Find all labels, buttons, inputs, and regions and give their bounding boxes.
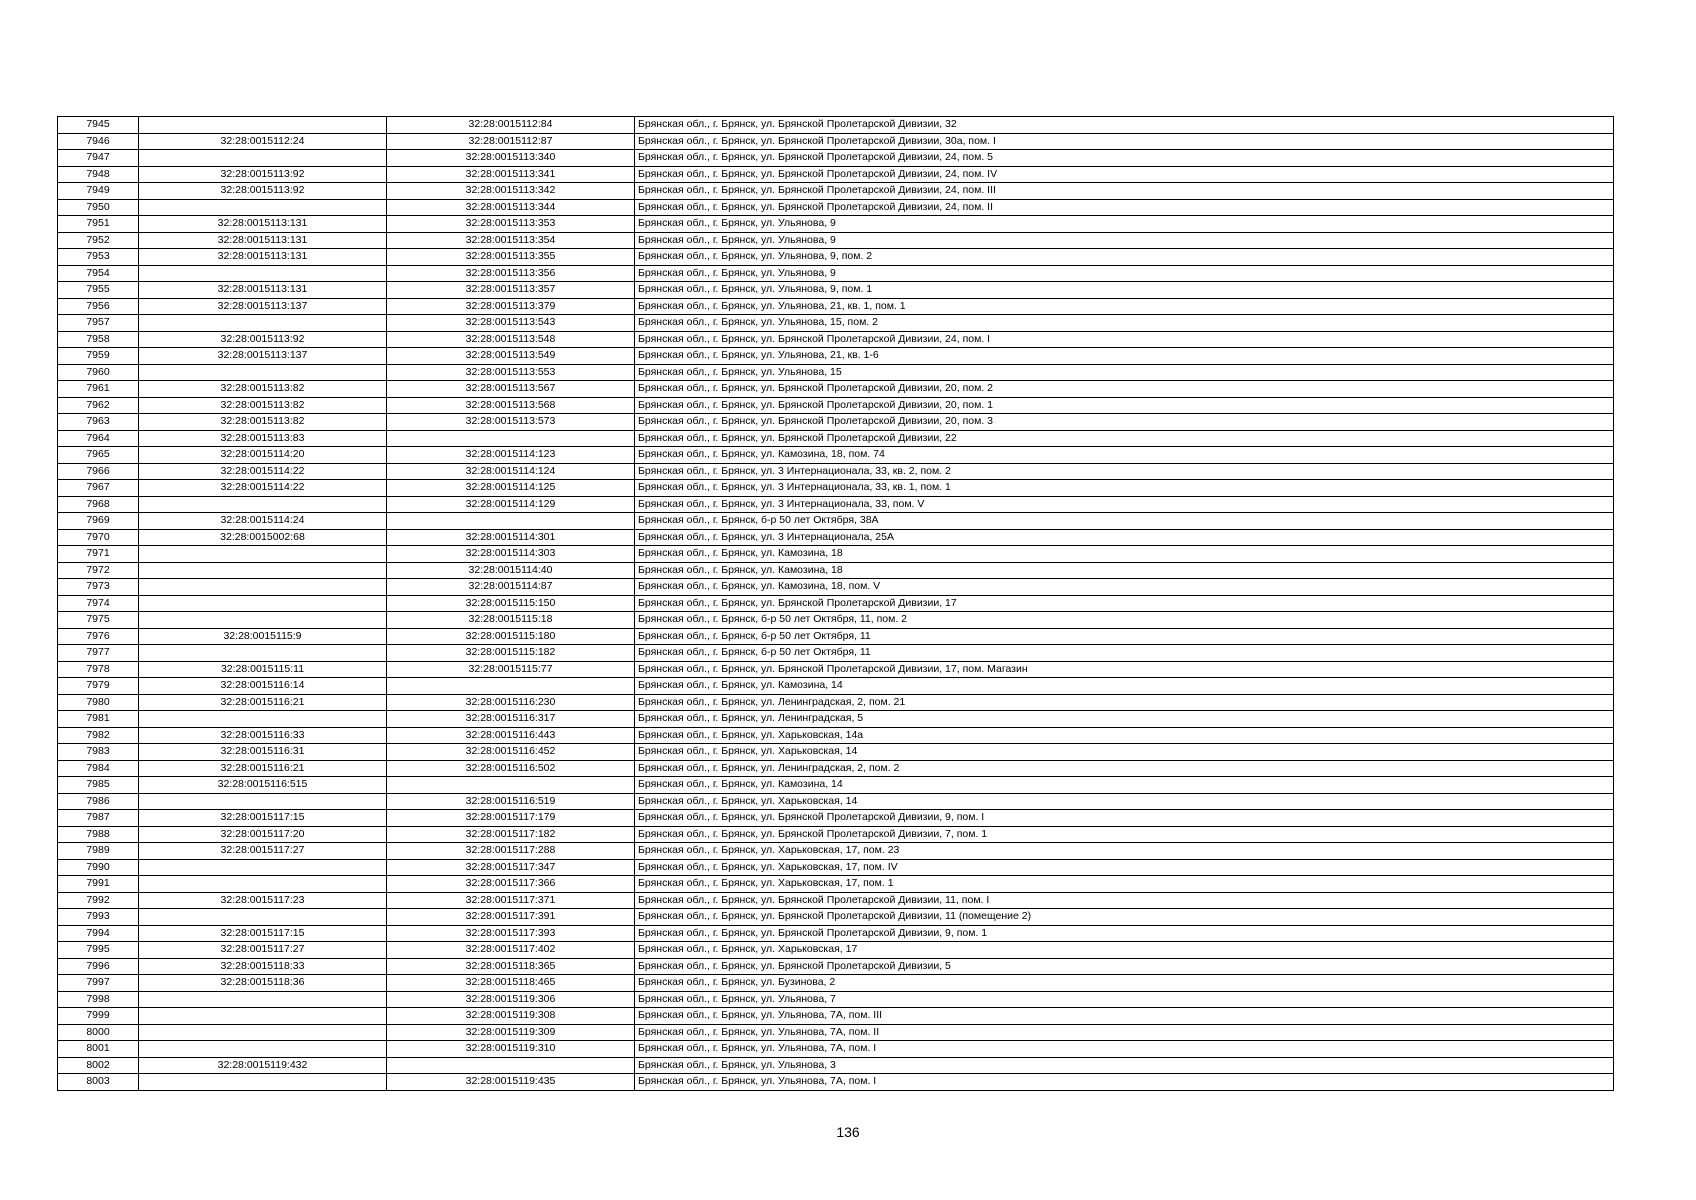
land-cadastral-number-cell [139, 546, 387, 563]
address-cell: Брянская обл., г. Брянск, ул. Брянской Пролетарской Дивизии, 9, пом. I [635, 810, 1614, 827]
object-cadastral-number-cell [387, 1057, 635, 1074]
row-number-cell: 7996 [58, 958, 139, 975]
table-row [58, 430, 1614, 447]
table-row [58, 447, 1614, 464]
table-row [58, 1024, 1614, 1041]
land-cadastral-number-cell: 32:28:0015116:14 [139, 678, 387, 695]
object-cadastral-number-cell: 32:28:0015115:77 [387, 661, 635, 678]
table-row [58, 414, 1614, 431]
object-cadastral-number-cell: 32:28:0015117:288 [387, 843, 635, 860]
row-number-cell: 7951 [58, 216, 139, 233]
land-cadastral-number-cell: 32:28:0015113:131 [139, 249, 387, 266]
land-cadastral-number-cell: 32:28:0015113:92 [139, 183, 387, 200]
address-cell: Брянская обл., г. Брянск, ул. Брянской Пролетарской Дивизии, 24, пом. IV [635, 166, 1614, 183]
table-row [58, 496, 1614, 513]
address-cell: Брянская обл., г. Брянск, б-р 50 лет Октября, 11 [635, 645, 1614, 662]
table-row [58, 612, 1614, 629]
table-row [58, 133, 1614, 150]
object-cadastral-number-cell: 32:28:0015113:353 [387, 216, 635, 233]
registry-sheet [57, 116, 1613, 1091]
table-row [58, 958, 1614, 975]
object-cadastral-number-cell: 32:28:0015115:182 [387, 645, 635, 662]
object-cadastral-number-cell: 32:28:0015117:391 [387, 909, 635, 926]
table-row [58, 892, 1614, 909]
table-row [58, 645, 1614, 662]
land-cadastral-number-cell: 32:28:0015114:24 [139, 513, 387, 530]
row-number-cell: 7964 [58, 430, 139, 447]
land-cadastral-number-cell: 32:28:0015113:92 [139, 331, 387, 348]
object-cadastral-number-cell: 32:28:0015114:87 [387, 579, 635, 596]
land-cadastral-number-cell [139, 612, 387, 629]
land-cadastral-number-cell [139, 909, 387, 926]
object-cadastral-number-cell: 32:28:0015117:366 [387, 876, 635, 893]
land-cadastral-number-cell: 32:28:0015113:131 [139, 216, 387, 233]
land-cadastral-number-cell: 32:28:0015113:92 [139, 166, 387, 183]
table-row [58, 777, 1614, 794]
table-row [58, 249, 1614, 266]
address-cell: Брянская обл., г. Брянск, ул. Брянской Пролетарской Дивизии, 20, пом. 3 [635, 414, 1614, 431]
row-number-cell: 7946 [58, 133, 139, 150]
object-cadastral-number-cell [387, 513, 635, 530]
table-row [58, 562, 1614, 579]
address-cell: Брянская обл., г. Брянск, ул. Брянской Пролетарской Дивизии, 5 [635, 958, 1614, 975]
address-cell: Брянская обл., г. Брянск, ул. Ленинградская, 2, пом. 2 [635, 760, 1614, 777]
row-number-cell: 7974 [58, 595, 139, 612]
table-row [58, 216, 1614, 233]
table-row [58, 859, 1614, 876]
object-cadastral-number-cell: 32:28:0015118:465 [387, 975, 635, 992]
table-row [58, 364, 1614, 381]
row-number-cell: 7952 [58, 232, 139, 249]
land-cadastral-number-cell [139, 562, 387, 579]
object-cadastral-number-cell: 32:28:0015116:317 [387, 711, 635, 728]
address-cell: Брянская обл., г. Брянск, ул. Ульянова, 21, кв. 1-6 [635, 348, 1614, 365]
address-cell: Брянская обл., г. Брянск, ул. Ульянова, 9 [635, 232, 1614, 249]
table-row [58, 991, 1614, 1008]
object-cadastral-number-cell: 32:28:0015113:355 [387, 249, 635, 266]
row-number-cell: 8002 [58, 1057, 139, 1074]
row-number-cell: 7956 [58, 298, 139, 315]
row-number-cell: 7993 [58, 909, 139, 926]
table-row [58, 183, 1614, 200]
address-cell: Брянская обл., г. Брянск, ул. Брянской Пролетарской Дивизии, 30а, пом. I [635, 133, 1614, 150]
land-cadastral-number-cell [139, 711, 387, 728]
land-cadastral-number-cell [139, 1008, 387, 1025]
row-number-cell: 7989 [58, 843, 139, 860]
land-cadastral-number-cell: 32:28:0015114:22 [139, 480, 387, 497]
object-cadastral-number-cell: 32:28:0015115:18 [387, 612, 635, 629]
row-number-cell: 8001 [58, 1041, 139, 1058]
address-cell: Брянская обл., г. Брянск, ул. Ульянова, 15 [635, 364, 1614, 381]
address-cell: Брянская обл., г. Брянск, ул. 3 Интернационала, 33, кв. 2, пом. 2 [635, 463, 1614, 480]
object-cadastral-number-cell: 32:28:0015119:306 [387, 991, 635, 1008]
address-cell: Брянская обл., г. Брянск, ул. Ульянова, 7 [635, 991, 1614, 1008]
row-number-cell: 7960 [58, 364, 139, 381]
row-number-cell: 7968 [58, 496, 139, 513]
table-row [58, 1008, 1614, 1025]
object-cadastral-number-cell: 32:28:0015113:356 [387, 265, 635, 282]
table-row [58, 1041, 1614, 1058]
row-number-cell: 7988 [58, 826, 139, 843]
object-cadastral-number-cell: 32:28:0015117:179 [387, 810, 635, 827]
land-cadastral-number-cell: 32:28:0015113:83 [139, 430, 387, 447]
table-row [58, 843, 1614, 860]
table-row [58, 513, 1614, 530]
address-cell: Брянская обл., г. Брянск, ул. Камозина, 18 [635, 546, 1614, 563]
land-cadastral-number-cell [139, 793, 387, 810]
land-cadastral-number-cell: 32:28:0015117:15 [139, 810, 387, 827]
table-row [58, 166, 1614, 183]
land-cadastral-number-cell: 32:28:0015113:82 [139, 381, 387, 398]
table-row [58, 909, 1614, 926]
object-cadastral-number-cell: 32:28:0015113:340 [387, 150, 635, 167]
land-cadastral-number-cell [139, 876, 387, 893]
land-cadastral-number-cell [139, 579, 387, 596]
address-cell: Брянская обл., г. Брянск, ул. 3 Интернационала, 33, пом. V [635, 496, 1614, 513]
object-cadastral-number-cell: 32:28:0015117:393 [387, 925, 635, 942]
row-number-cell: 7985 [58, 777, 139, 794]
table-row [58, 711, 1614, 728]
row-number-cell: 8000 [58, 1024, 139, 1041]
table-row [58, 942, 1614, 959]
row-number-cell: 7999 [58, 1008, 139, 1025]
address-cell: Брянская обл., г. Брянск, ул. Харьковская, 17, пом. 1 [635, 876, 1614, 893]
table-row [58, 546, 1614, 563]
object-cadastral-number-cell: 32:28:0015117:347 [387, 859, 635, 876]
row-number-cell: 7954 [58, 265, 139, 282]
table-row [58, 117, 1614, 134]
table-row [58, 793, 1614, 810]
object-cadastral-number-cell: 32:28:0015114:40 [387, 562, 635, 579]
land-cadastral-number-cell: 32:28:0015117:27 [139, 843, 387, 860]
object-cadastral-number-cell: 32:28:0015113:548 [387, 331, 635, 348]
address-cell: Брянская обл., г. Брянск, ул. Камозина, 14 [635, 678, 1614, 695]
address-cell: Брянская обл., г. Брянск, ул. Ульянова, 9, пом. 2 [635, 249, 1614, 266]
table-row [58, 480, 1614, 497]
row-number-cell: 7957 [58, 315, 139, 332]
address-cell: Брянская обл., г. Брянск, ул. Ульянова, 9 [635, 216, 1614, 233]
address-cell: Брянская обл., г. Брянск, ул. Брянской Пролетарской Дивизии, 32 [635, 117, 1614, 134]
table-row [58, 199, 1614, 216]
table-row [58, 727, 1614, 744]
land-cadastral-number-cell: 32:28:0015113:137 [139, 298, 387, 315]
row-number-cell: 7984 [58, 760, 139, 777]
object-cadastral-number-cell: 32:28:0015119:308 [387, 1008, 635, 1025]
registry-table-body [58, 117, 1614, 1091]
land-cadastral-number-cell: 32:28:0015115:11 [139, 661, 387, 678]
object-cadastral-number-cell: 32:28:0015113:357 [387, 282, 635, 299]
land-cadastral-number-cell: 32:28:0015113:82 [139, 414, 387, 431]
row-number-cell: 7981 [58, 711, 139, 728]
address-cell: Брянская обл., г. Брянск, б-р 50 лет Октября, 11, пом. 2 [635, 612, 1614, 629]
row-number-cell: 7977 [58, 645, 139, 662]
address-cell: Брянская обл., г. Брянск, ул. Харьковская, 17 [635, 942, 1614, 959]
row-number-cell: 7950 [58, 199, 139, 216]
land-cadastral-number-cell: 32:28:0015119:432 [139, 1057, 387, 1074]
row-number-cell: 7945 [58, 117, 139, 134]
object-cadastral-number-cell: 32:28:0015116:519 [387, 793, 635, 810]
object-cadastral-number-cell: 32:28:0015119:310 [387, 1041, 635, 1058]
object-cadastral-number-cell [387, 678, 635, 695]
row-number-cell: 7991 [58, 876, 139, 893]
object-cadastral-number-cell: 32:28:0015114:303 [387, 546, 635, 563]
address-cell: Брянская обл., г. Брянск, ул. Брянской Пролетарской Дивизии, 17 [635, 595, 1614, 612]
row-number-cell: 7961 [58, 381, 139, 398]
address-cell: Брянская обл., г. Брянск, ул. Брянской Пролетарской Дивизии, 20, пом. 2 [635, 381, 1614, 398]
row-number-cell: 7994 [58, 925, 139, 942]
land-cadastral-number-cell: 32:28:0015113:131 [139, 232, 387, 249]
land-cadastral-number-cell [139, 315, 387, 332]
address-cell: Брянская обл., г. Брянск, ул. Ульянова, 7А, пом. III [635, 1008, 1614, 1025]
row-number-cell: 7949 [58, 183, 139, 200]
object-cadastral-number-cell: 32:28:0015117:182 [387, 826, 635, 843]
address-cell: Брянская обл., г. Брянск, ул. Харьковская, 14 [635, 744, 1614, 761]
table-row [58, 744, 1614, 761]
address-cell: Брянская обл., г. Брянск, ул. Брянской Пролетарской Дивизии, 11 (помещение 2) [635, 909, 1614, 926]
object-cadastral-number-cell: 32:28:0015119:435 [387, 1074, 635, 1091]
land-cadastral-number-cell: 32:28:0015114:20 [139, 447, 387, 464]
object-cadastral-number-cell: 32:28:0015113:344 [387, 199, 635, 216]
object-cadastral-number-cell: 32:28:0015118:365 [387, 958, 635, 975]
row-number-cell: 7978 [58, 661, 139, 678]
object-cadastral-number-cell: 32:28:0015113:543 [387, 315, 635, 332]
row-number-cell: 7967 [58, 480, 139, 497]
land-cadastral-number-cell: 32:28:0015116:31 [139, 744, 387, 761]
table-row [58, 975, 1614, 992]
table-row [58, 397, 1614, 414]
land-cadastral-number-cell: 32:28:0015116:515 [139, 777, 387, 794]
table-row [58, 265, 1614, 282]
address-cell: Брянская обл., г. Брянск, ул. Камозина, 14 [635, 777, 1614, 794]
row-number-cell: 7976 [58, 628, 139, 645]
object-cadastral-number-cell: 32:28:0015114:125 [387, 480, 635, 497]
address-cell: Брянская обл., г. Брянск, ул. Ульянова, 7А, пом. II [635, 1024, 1614, 1041]
table-row [58, 529, 1614, 546]
land-cadastral-number-cell: 32:28:0015116:21 [139, 760, 387, 777]
registry-table [57, 116, 1614, 1091]
address-cell: Брянская обл., г. Брянск, ул. Харьковская, 17, пом. IV [635, 859, 1614, 876]
object-cadastral-number-cell: 32:28:0015119:309 [387, 1024, 635, 1041]
land-cadastral-number-cell [139, 1024, 387, 1041]
table-row [58, 463, 1614, 480]
address-cell: Брянская обл., г. Брянск, ул. Ульянова, 7А, пом. I [635, 1041, 1614, 1058]
object-cadastral-number-cell: 32:28:0015116:230 [387, 694, 635, 711]
row-number-cell: 7959 [58, 348, 139, 365]
address-cell: Брянская обл., г. Брянск, ул. Брянской Пролетарской Дивизии, 24, пом. II [635, 199, 1614, 216]
address-cell: Брянская обл., г. Брянск, ул. Брянской Пролетарской Дивизии, 24, пом. III [635, 183, 1614, 200]
object-cadastral-number-cell: 32:28:0015114:301 [387, 529, 635, 546]
row-number-cell: 7987 [58, 810, 139, 827]
object-cadastral-number-cell: 32:28:0015115:180 [387, 628, 635, 645]
row-number-cell: 7948 [58, 166, 139, 183]
land-cadastral-number-cell [139, 595, 387, 612]
object-cadastral-number-cell: 32:28:0015112:84 [387, 117, 635, 134]
page-number: 136 [836, 1124, 860, 1140]
row-number-cell: 7963 [58, 414, 139, 431]
land-cadastral-number-cell: 32:28:0015112:24 [139, 133, 387, 150]
land-cadastral-number-cell: 32:28:0015116:21 [139, 694, 387, 711]
address-cell: Брянская обл., г. Брянск, б-р 50 лет Октября, 38А [635, 513, 1614, 530]
object-cadastral-number-cell: 32:28:0015113:341 [387, 166, 635, 183]
row-number-cell: 7970 [58, 529, 139, 546]
table-row [58, 1074, 1614, 1091]
row-number-cell: 7982 [58, 727, 139, 744]
object-cadastral-number-cell: 32:28:0015116:502 [387, 760, 635, 777]
land-cadastral-number-cell: 32:28:0015117:27 [139, 942, 387, 959]
address-cell: Брянская обл., г. Брянск, ул. Камозина, 18, пом. 74 [635, 447, 1614, 464]
object-cadastral-number-cell: 32:28:0015113:573 [387, 414, 635, 431]
row-number-cell: 7998 [58, 991, 139, 1008]
land-cadastral-number-cell [139, 991, 387, 1008]
row-number-cell: 7979 [58, 678, 139, 695]
object-cadastral-number-cell: 32:28:0015113:379 [387, 298, 635, 315]
row-number-cell: 7995 [58, 942, 139, 959]
address-cell: Брянская обл., г. Брянск, ул. Бузинова, 2 [635, 975, 1614, 992]
land-cadastral-number-cell: 32:28:0015113:82 [139, 397, 387, 414]
object-cadastral-number-cell: 32:28:0015114:124 [387, 463, 635, 480]
address-cell: Брянская обл., г. Брянск, ул. Брянской Пролетарской Дивизии, 24, пом. 5 [635, 150, 1614, 167]
object-cadastral-number-cell: 32:28:0015113:567 [387, 381, 635, 398]
address-cell: Брянская обл., г. Брянск, ул. Брянской Пролетарской Дивизии, 9, пом. 1 [635, 925, 1614, 942]
land-cadastral-number-cell [139, 150, 387, 167]
land-cadastral-number-cell: 32:28:0015113:131 [139, 282, 387, 299]
address-cell: Брянская обл., г. Брянск, ул. Ульянова, 3 [635, 1057, 1614, 1074]
table-row [58, 760, 1614, 777]
row-number-cell: 7992 [58, 892, 139, 909]
address-cell: Брянская обл., г. Брянск, ул. Ульянова, 9, пом. 1 [635, 282, 1614, 299]
object-cadastral-number-cell: 32:28:0015117:371 [387, 892, 635, 909]
table-row [58, 694, 1614, 711]
address-cell: Брянская обл., г. Брянск, ул. Ульянова, 21, кв. 1, пом. 1 [635, 298, 1614, 315]
table-row [58, 348, 1614, 365]
address-cell: Брянская обл., г. Брянск, б-р 50 лет Октября, 11 [635, 628, 1614, 645]
object-cadastral-number-cell: 32:28:0015116:443 [387, 727, 635, 744]
object-cadastral-number-cell: 32:28:0015114:129 [387, 496, 635, 513]
row-number-cell: 7969 [58, 513, 139, 530]
land-cadastral-number-cell [139, 1074, 387, 1091]
address-cell: Брянская обл., г. Брянск, ул. Камозина, 18 [635, 562, 1614, 579]
land-cadastral-number-cell: 32:28:0015114:22 [139, 463, 387, 480]
row-number-cell: 7972 [58, 562, 139, 579]
object-cadastral-number-cell: 32:28:0015113:342 [387, 183, 635, 200]
address-cell: Брянская обл., г. Брянск, ул. Ленинградская, 5 [635, 711, 1614, 728]
land-cadastral-number-cell: 32:28:0015117:20 [139, 826, 387, 843]
address-cell: Брянская обл., г. Брянск, ул. Камозина, 18, пом. V [635, 579, 1614, 596]
row-number-cell: 7983 [58, 744, 139, 761]
table-row [58, 876, 1614, 893]
address-cell: Брянская обл., г. Брянск, ул. Брянской Пролетарской Дивизии, 11, пом. I [635, 892, 1614, 909]
land-cadastral-number-cell [139, 1041, 387, 1058]
land-cadastral-number-cell [139, 364, 387, 381]
row-number-cell: 7966 [58, 463, 139, 480]
land-cadastral-number-cell: 32:28:0015118:36 [139, 975, 387, 992]
address-cell: Брянская обл., г. Брянск, ул. Брянской Пролетарской Дивизии, 7, пом. 1 [635, 826, 1614, 843]
row-number-cell: 7955 [58, 282, 139, 299]
table-row [58, 282, 1614, 299]
table-row [58, 925, 1614, 942]
land-cadastral-number-cell [139, 265, 387, 282]
row-number-cell: 7965 [58, 447, 139, 464]
object-cadastral-number-cell: 32:28:0015113:549 [387, 348, 635, 365]
row-number-cell: 7971 [58, 546, 139, 563]
land-cadastral-number-cell: 32:28:0015117:15 [139, 925, 387, 942]
table-row [58, 381, 1614, 398]
table-row [58, 678, 1614, 695]
land-cadastral-number-cell: 32:28:0015115:9 [139, 628, 387, 645]
object-cadastral-number-cell: 32:28:0015113:354 [387, 232, 635, 249]
object-cadastral-number-cell: 32:28:0015117:402 [387, 942, 635, 959]
row-number-cell: 7975 [58, 612, 139, 629]
object-cadastral-number-cell: 32:28:0015115:150 [387, 595, 635, 612]
object-cadastral-number-cell: 32:28:0015113:553 [387, 364, 635, 381]
land-cadastral-number-cell: 32:28:0015118:33 [139, 958, 387, 975]
row-number-cell: 7947 [58, 150, 139, 167]
row-number-cell: 7962 [58, 397, 139, 414]
land-cadastral-number-cell: 32:28:0015002:68 [139, 529, 387, 546]
address-cell: Брянская обл., г. Брянск, ул. Брянской Пролетарской Дивизии, 20, пом. 1 [635, 397, 1614, 414]
land-cadastral-number-cell: 32:28:0015117:23 [139, 892, 387, 909]
table-row [58, 579, 1614, 596]
land-cadastral-number-cell: 32:28:0015113:137 [139, 348, 387, 365]
row-number-cell: 7990 [58, 859, 139, 876]
table-row [58, 150, 1614, 167]
address-cell: Брянская обл., г. Брянск, ул. Харьковская, 17, пом. 23 [635, 843, 1614, 860]
table-row [58, 232, 1614, 249]
land-cadastral-number-cell [139, 496, 387, 513]
row-number-cell: 7953 [58, 249, 139, 266]
address-cell: Брянская обл., г. Брянск, ул. Ленинградская, 2, пом. 21 [635, 694, 1614, 711]
address-cell: Брянская обл., г. Брянск, ул. 3 Интернационала, 25А [635, 529, 1614, 546]
object-cadastral-number-cell [387, 777, 635, 794]
table-row [58, 661, 1614, 678]
row-number-cell: 8003 [58, 1074, 139, 1091]
address-cell: Брянская обл., г. Брянск, ул. Ульянова, 9 [635, 265, 1614, 282]
table-row [58, 628, 1614, 645]
address-cell: Брянская обл., г. Брянск, ул. Харьковская, 14 [635, 793, 1614, 810]
table-row [58, 826, 1614, 843]
address-cell: Брянская обл., г. Брянск, ул. Брянской Пролетарской Дивизии, 17, пом. Магазин [635, 661, 1614, 678]
address-cell: Брянская обл., г. Брянск, ул. Брянской Пролетарской Дивизии, 22 [635, 430, 1614, 447]
table-row [58, 810, 1614, 827]
table-row [58, 331, 1614, 348]
land-cadastral-number-cell: 32:28:0015116:33 [139, 727, 387, 744]
land-cadastral-number-cell [139, 859, 387, 876]
land-cadastral-number-cell [139, 199, 387, 216]
object-cadastral-number-cell: 32:28:0015112:87 [387, 133, 635, 150]
address-cell: Брянская обл., г. Брянск, ул. Ульянова, 7А, пом. I [635, 1074, 1614, 1091]
object-cadastral-number-cell: 32:28:0015114:123 [387, 447, 635, 464]
object-cadastral-number-cell [387, 430, 635, 447]
row-number-cell: 7958 [58, 331, 139, 348]
address-cell: Брянская обл., г. Брянск, ул. Брянской Пролетарской Дивизии, 24, пом. I [635, 331, 1614, 348]
row-number-cell: 7980 [58, 694, 139, 711]
table-row [58, 298, 1614, 315]
table-row [58, 315, 1614, 332]
object-cadastral-number-cell: 32:28:0015113:568 [387, 397, 635, 414]
address-cell: Брянская обл., г. Брянск, ул. Харьковская, 14а [635, 727, 1614, 744]
land-cadastral-number-cell [139, 117, 387, 134]
table-row [58, 595, 1614, 612]
table-row [58, 1057, 1614, 1074]
address-cell: Брянская обл., г. Брянск, ул. Ульянова, 15, пом. 2 [635, 315, 1614, 332]
object-cadastral-number-cell: 32:28:0015116:452 [387, 744, 635, 761]
address-cell: Брянская обл., г. Брянск, ул. 3 Интернационала, 33, кв. 1, пом. 1 [635, 480, 1614, 497]
row-number-cell: 7986 [58, 793, 139, 810]
row-number-cell: 7997 [58, 975, 139, 992]
land-cadastral-number-cell [139, 645, 387, 662]
row-number-cell: 7973 [58, 579, 139, 596]
